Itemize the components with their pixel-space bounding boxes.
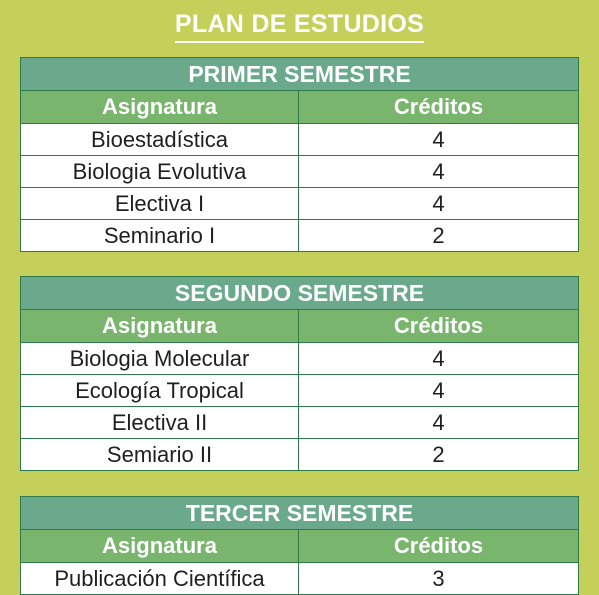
subject-cell: Bioestadística — [21, 124, 299, 156]
table-row — [21, 343, 579, 375]
column-header-subject: Asignatura — [21, 310, 299, 343]
semester-table-2 — [20, 276, 578, 471]
credits-cell: 4 — [299, 375, 579, 407]
table-row — [21, 220, 579, 252]
column-header-subject: Asignatura — [21, 91, 299, 124]
table-row — [21, 439, 579, 471]
column-header-subject: Asignatura — [21, 530, 299, 563]
semester-title: SEGUNDO SEMESTRE — [21, 277, 579, 310]
credits-cell: 2 — [299, 439, 579, 471]
credits-cell: 3 — [299, 563, 579, 595]
column-header-credits: Créditos — [299, 310, 579, 343]
semester-title: PRIMER SEMESTRE — [21, 58, 579, 91]
subject-cell: Seminario I — [21, 220, 299, 252]
page-title — [0, 10, 599, 43]
credits-cell: 4 — [299, 343, 579, 375]
column-header-credits: Créditos — [299, 91, 579, 124]
subject-cell: Ecología Tropical — [21, 375, 299, 407]
table-row — [21, 407, 579, 439]
subject-cell: Electiva II — [21, 407, 299, 439]
subject-cell: Electiva I — [21, 188, 299, 220]
page-title-text: PLAN DE ESTUDIOS — [175, 10, 424, 43]
subject-cell: Publicación Científica — [21, 563, 299, 595]
table-row — [21, 124, 579, 156]
credits-cell: 4 — [299, 188, 579, 220]
credits-cell: 4 — [299, 407, 579, 439]
semester-table-3 — [20, 496, 578, 595]
credits-cell: 4 — [299, 156, 579, 188]
table-row — [21, 375, 579, 407]
credits-cell: 4 — [299, 124, 579, 156]
table-row — [21, 156, 579, 188]
subject-cell: Semiario II — [21, 439, 299, 471]
table-row — [21, 563, 579, 595]
table-row — [21, 188, 579, 220]
column-header-credits: Créditos — [299, 530, 579, 563]
semester-title: TERCER SEMESTRE — [21, 497, 579, 530]
subject-cell: Biologia Molecular — [21, 343, 299, 375]
semester-table-1 — [20, 57, 578, 252]
subject-cell: Biologia Evolutiva — [21, 156, 299, 188]
credits-cell: 2 — [299, 220, 579, 252]
